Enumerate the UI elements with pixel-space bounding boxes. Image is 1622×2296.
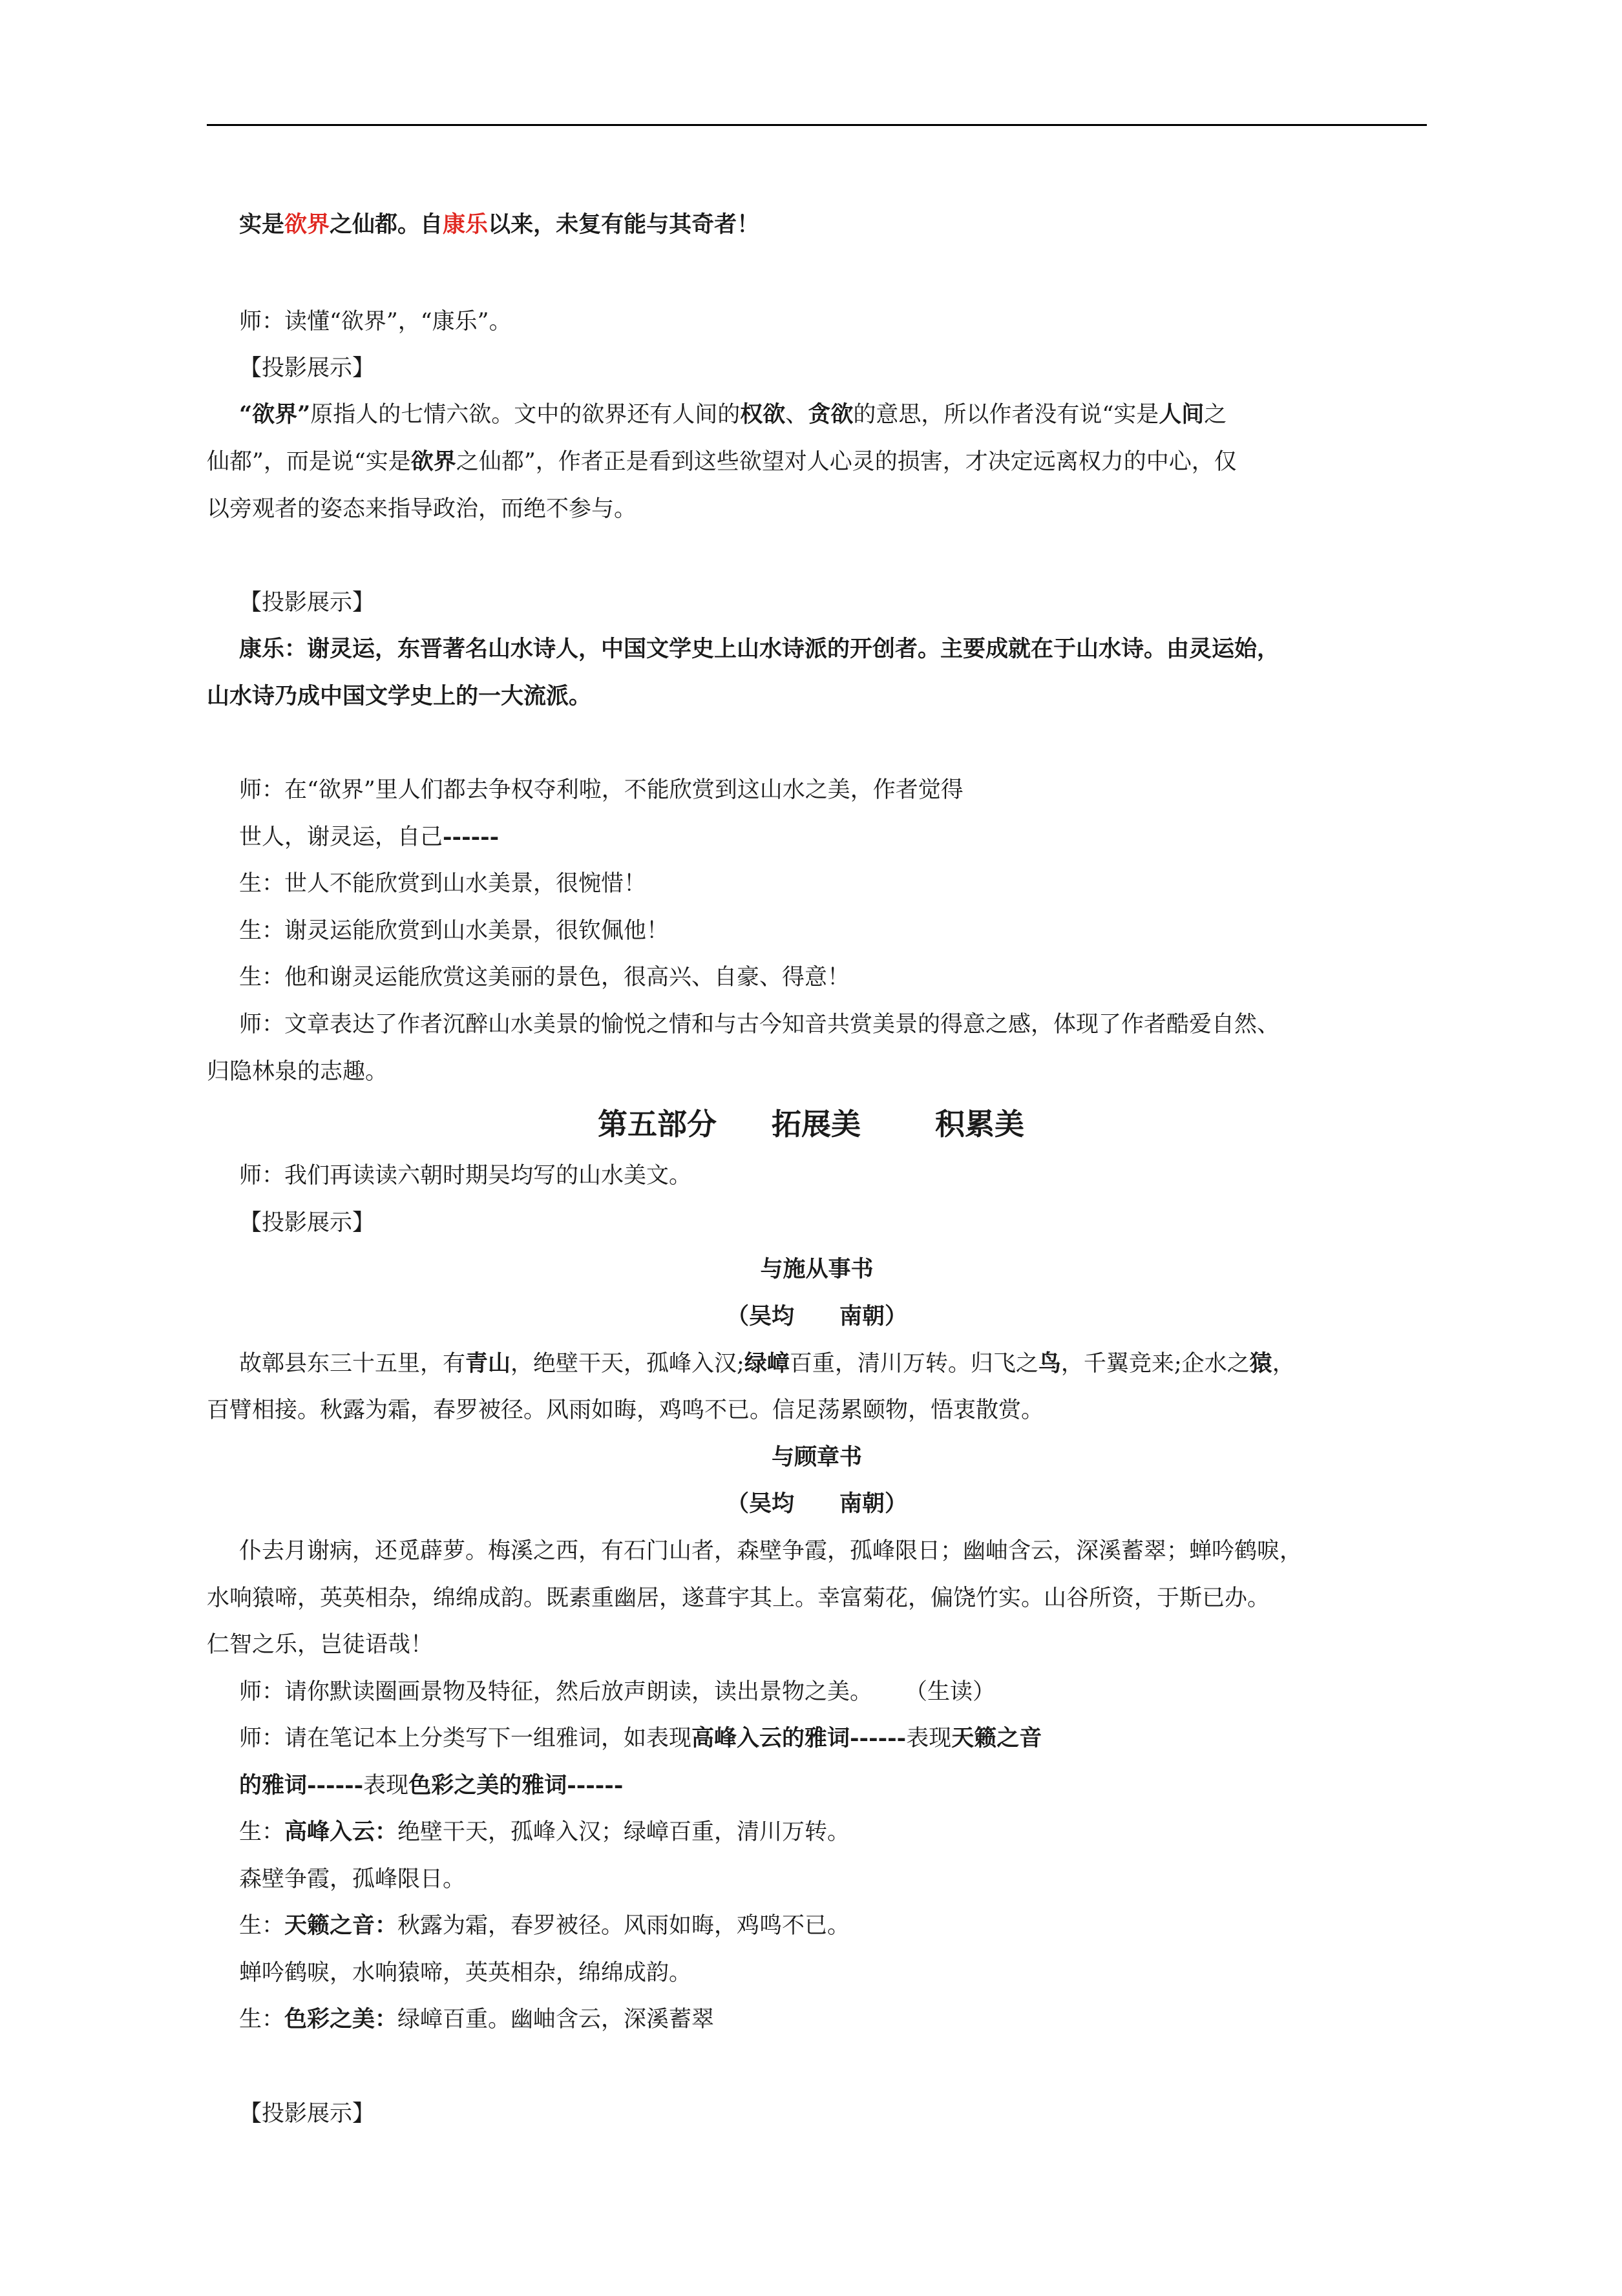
projection-heading: 【投影展示】 [239,2101,375,2127]
section-title-part: 拓展美 [772,1107,861,1142]
student-line: 生：他和谢灵运能欣赏这美丽的景色，很高兴、自豪、得意！ [239,965,850,990]
section-title-part: 第五部分 [598,1107,717,1142]
text-run: 南朝） [839,1490,908,1517]
poem-title: 与顾章书 [771,1444,862,1470]
poem-text: 百臂相接。秋露为霜，春罗被径。风雨如晦，鸡鸣不已。信足荡累颐物，悟衷散赏。 [207,1397,1044,1423]
text-run: （生读） [905,1679,996,1705]
text-run: 仙都”，而是说“实是 [207,449,411,475]
projection-heading: 【投影展示】 [239,590,375,616]
text-run: 高峰入云的雅词------ [691,1725,907,1751]
student-line: 森壁争霞，孤峰限日。 [239,1866,466,1892]
text-run: 百重，清川万转。归飞之 [789,1351,1038,1377]
text-run: 、 [785,402,808,428]
student-line [239,1910,850,1942]
kangle-note: 山水诗乃成中国文学史上的一大流派。 [207,683,592,709]
explanation-line [207,446,1237,478]
quote-line [239,209,759,241]
text-run: 天籁之音 [951,1725,1042,1751]
student-line: 生：世人不能欣赏到山水美景，很惋惜！ [239,871,647,897]
poem-author [207,1300,1427,1333]
teacher-line [239,1676,995,1708]
student-line [239,2003,714,2036]
student-line: 生：谢灵运能欣赏到山水美景，很钦佩他！ [239,918,669,944]
section-title [598,1103,1024,1145]
text-run: 生： [239,1819,285,1845]
text-run: 的雅词------ [239,1772,364,1799]
text-run: 权欲 [740,401,786,428]
text-run: 实是 [239,211,285,238]
text-run: ，千翼竞来;企水之 [1060,1351,1250,1377]
text-run: 天籁之音： [284,1912,398,1939]
text-run: 原指人的七情六欲。文中的欲界还有人间的 [310,402,741,428]
text-run: 欲界 [410,448,456,475]
text-run: 人间 [1159,401,1205,428]
text-run: 南朝） [839,1303,908,1330]
text-run: 贪欲 [808,401,854,428]
text-run: ，绝壁干天，孤峰入汉; [511,1351,744,1377]
teacher-line: 师：文章表达了作者沉醉山水美景的愉悦之情和与古今知音共赏美景的得意之感，体现了作者酷爱自然、 [239,1012,1280,1038]
poem-text: 水响猿啼，英英相杂，绵绵成韵。既素重幽居，遂葺宇其上。幸富菊花，偏饶竹实。山谷所资，于斯已办。 [207,1585,1270,1611]
text-run: 色彩之美的雅词------ [408,1772,624,1799]
text-run: 秋露为霜，春罗被径。风雨如晦，鸡鸣不已。 [397,1913,850,1939]
text-run: 的意思，所以作者没有说“实是 [853,402,1159,428]
text-run: 以来，未复有能与其奇者！ [488,211,760,238]
text-run: ------ [443,824,500,850]
poem-text [239,1348,1295,1380]
kangle-note: 康乐：谢灵运，东晋著名山水诗人，中国文学史上山水诗派的开创者。主要成就在于山水诗。由灵运始， [239,636,1280,662]
teacher-line [239,1722,1042,1755]
teacher-line: 师：读懂“欲界”，“康乐”。 [239,309,512,335]
teacher-line: 师：在“欲界”里人们都去争权夺利啦，不能欣赏到这山水之美，作者觉得 [239,777,964,803]
student-line: 蝉吟鹤唳，水响猿啼，英英相杂，绵绵成韵。 [239,1960,692,1986]
text-run: 世人，谢灵运，自己 [239,824,443,850]
explanation-line [239,399,1227,431]
text-run: 青山 [465,1350,511,1377]
poem-title: 与施从事书 [760,1256,874,1282]
projection-heading: 【投影展示】 [239,355,375,381]
text-run: 故鄣县东三十五里，有 [239,1351,466,1377]
teacher-line [239,821,499,853]
text-run: 之仙都。自 [330,211,443,238]
text-run: 生： [239,2007,285,2032]
text-run: 高峰入云： [284,1819,398,1845]
poem-text: 仆去月谢病，还觅薜萝。梅溪之西，有石门山者，森壁争霞，孤峰限日；幽岫含云，深溪蓄翠；蝉吟鹤唳， [239,1538,1303,1564]
highlight-yujie: 欲界 [284,211,330,238]
text-run: 猿 [1249,1350,1272,1377]
teacher-line: 师：我们再读读六朝时期吴均写的山水美文。 [239,1163,692,1189]
section-title-part: 积累美 [935,1107,1024,1142]
header-rule [207,124,1427,126]
highlight-kangle: 康乐 [443,211,489,238]
text-run: 生： [239,1913,285,1939]
text-run: 绿嶂百重。幽岫含云，深溪蓄翠 [397,2007,715,2032]
text-run: 师：请你默读圈画景物及特征，然后放声朗读，读出景物之美。 [239,1679,873,1705]
text-run: 表现 [906,1726,952,1751]
text-run: 师：请在笔记本上分类写下一组雅词，如表现 [239,1726,692,1751]
teacher-line [239,1769,623,1802]
text-run: 色彩之美： [284,2006,398,2032]
teacher-line: 归隐林泉的志趣。 [207,1059,388,1085]
text-run: 之仙都”，作者正是看到这些欲望对人心灵的损害，才决定远离权力的中心，仅 [456,449,1237,475]
text-run: （吴均 [726,1490,794,1517]
text-run: 绝壁干天，孤峰入汉；绿嶂百重，清川万转。 [397,1819,850,1845]
explanation-line: 以旁观者的姿态来指导政治，而绝不参与。 [207,496,637,522]
text-run: 绿嶂 [744,1350,790,1377]
text-run: 鸟 [1038,1350,1061,1377]
text-run: “欲界” [239,401,311,428]
student-line [239,1816,850,1848]
poem-author [207,1488,1427,1520]
projection-heading: 【投影展示】 [239,1210,375,1236]
poem-text: 仁智之乐，岂徒语哉！ [207,1632,434,1658]
text-run: 表现 [363,1773,409,1799]
text-run: 之 [1204,402,1227,428]
text-run: （吴均 [726,1303,794,1330]
text-run: ， [1272,1351,1295,1377]
